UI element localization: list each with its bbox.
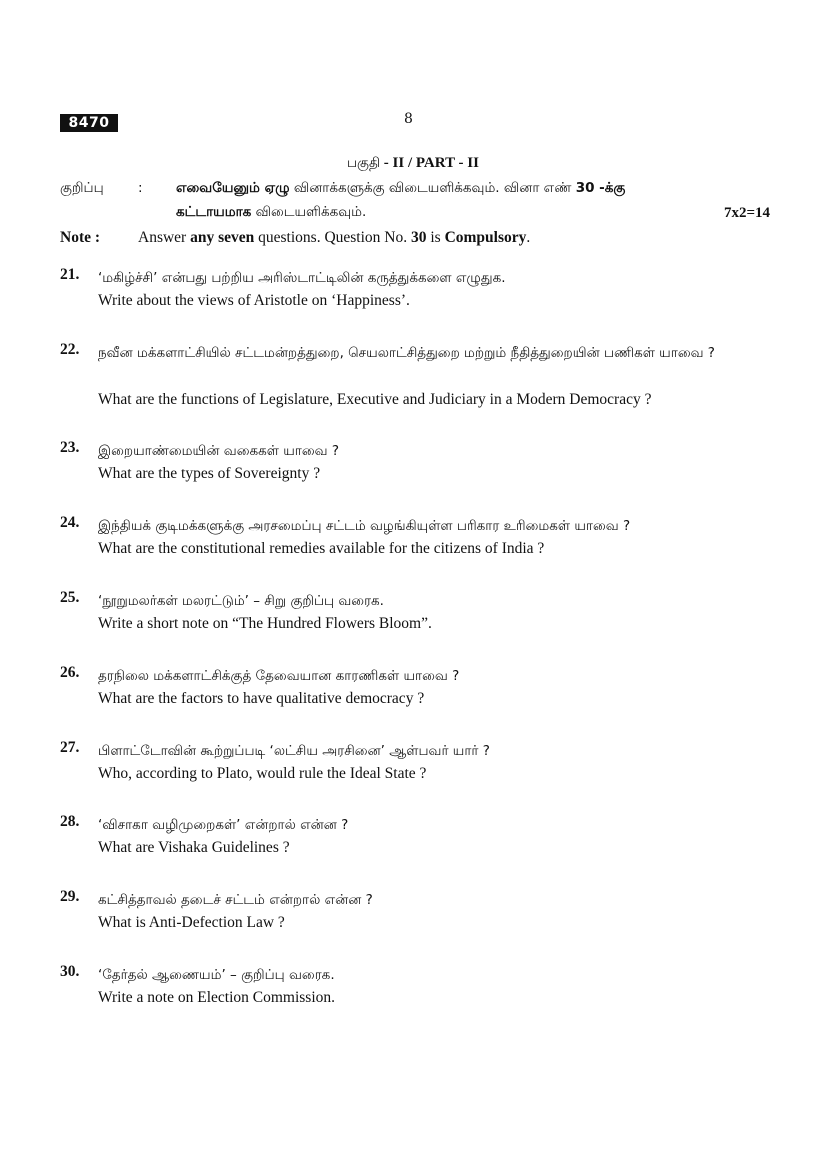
question-text-tamil: ‘தேர்தல் ஆணையம்’ – குறிப்பு வரைக. [98, 967, 335, 983]
question-number: 27. [60, 739, 80, 756]
question-number: 23. [60, 439, 80, 456]
question-number: 29. [60, 888, 80, 905]
question-text-tamil: தரநிலை மக்களாட்சிக்குத் தேவையான காரணிகள் யாவை ? [98, 668, 460, 684]
instruction-text-2: விடையளிக்கவும். [251, 204, 367, 220]
note-colon: : [138, 180, 143, 196]
question-text-english: What are the constitutional remedies available for the citizens of India ? [98, 540, 545, 557]
page-number: 8 [404, 111, 413, 127]
question-text-english: What are the types of Sovereignty ? [98, 465, 321, 482]
note-text-part-2: questions. Question No. [254, 229, 411, 246]
question-text-tamil: கட்சித்தாவல் தடைச் சட்டம் என்றால் என்ன ? [98, 892, 373, 908]
note-bold-compulsory: Compulsory [444, 229, 527, 246]
question-text-english: Write about the views of Aristotle on ‘Happiness’. [98, 292, 410, 309]
question-text-tamil: ‘நூறுமலர்கள் மலரட்டும்’ – சிறு குறிப்பு வரைக. [98, 593, 384, 609]
question-text-english: What are the factors to have qualitative democracy ? [98, 690, 425, 707]
instruction-bold-question-30: 30 -க்கு [575, 180, 626, 196]
part-title-tamil: பகுதி [347, 155, 381, 171]
question-text-english: What are the functions of Legislature, Executive and Judiciary in a Modern Democracy ? [98, 391, 652, 408]
question-number: 25. [60, 589, 80, 606]
instruction-text-1: வினாக்களுக்கு விடையளிக்கவும். வினா எண் [289, 180, 576, 196]
note-text-part-3: is [426, 229, 445, 246]
question-text-english: What is Anti-Defection Law ? [98, 914, 285, 931]
paper-code-badge: 8470 [60, 114, 118, 132]
question-number: 24. [60, 514, 80, 531]
question-text-tamil: இந்தியக் குடிமக்களுக்கு அரசமைப்பு சட்டம் வழங்கியுள்ள பரிகார உரிமைகள் யாவை ? [98, 518, 631, 534]
part-title-english: - II / PART - II [380, 155, 479, 171]
note-bold-30: 30 [410, 229, 427, 246]
question-text-tamil: இறையாண்மையின் வகைகள் யாவை ? [98, 443, 339, 459]
question-number: 22. [60, 341, 80, 358]
note-label-tamil: குறிப்பு [60, 180, 104, 196]
question-number: 21. [60, 266, 80, 283]
question-text-tamil: பிளாட்டோவின் கூற்றுப்படி ‘லட்சிய அரசினை’ ஆள்பவர் யார் ? [98, 743, 490, 759]
question-text-tamil: ‘மகிழ்ச்சி’ என்பது பற்றிய அரிஸ்டாட்டிலின் கருத்துக்களை எழுதுக. [98, 270, 506, 286]
instruction-tamil-line-1 [176, 180, 625, 198]
instruction-tamil-line-2 [176, 204, 366, 222]
instruction-bold-any-seven: எவையேனும் ஏழு [176, 180, 290, 196]
question-number: 26. [60, 664, 80, 681]
note-bold-any-seven: any seven [190, 229, 255, 246]
note-label: Note : [60, 229, 101, 246]
question-text-english: Who, according to Plato, would rule the Ideal State ? [98, 765, 427, 782]
note-text-part-1: Answer [138, 229, 191, 246]
question-text-tamil: ‘விசாகா வழிமுறைகள்’ என்றால் என்ன ? [98, 817, 349, 833]
question-text-tamil: நவீன மக்களாட்சியில் சட்டமன்றத்துறை, செயலாட்சித்துறை மற்றும் நீதித்துறையின் பணிகள் யாவை ? [98, 345, 715, 361]
question-text-english: What are Vishaka Guidelines ? [98, 839, 290, 856]
question-text-english: Write a short note on “The Hundred Flowers Bloom”. [98, 615, 432, 632]
instruction-bold-compulsory: கட்டாயமாக [176, 204, 252, 220]
marks-allocation: 7x2=14 [723, 205, 770, 221]
note-text-part-4: . [526, 229, 531, 246]
question-number: 28. [60, 813, 80, 830]
note-text [138, 229, 530, 247]
part-heading [0, 153, 826, 173]
question-number: 30. [60, 963, 80, 980]
question-text-english: Write a note on Election Commission. [98, 989, 336, 1006]
